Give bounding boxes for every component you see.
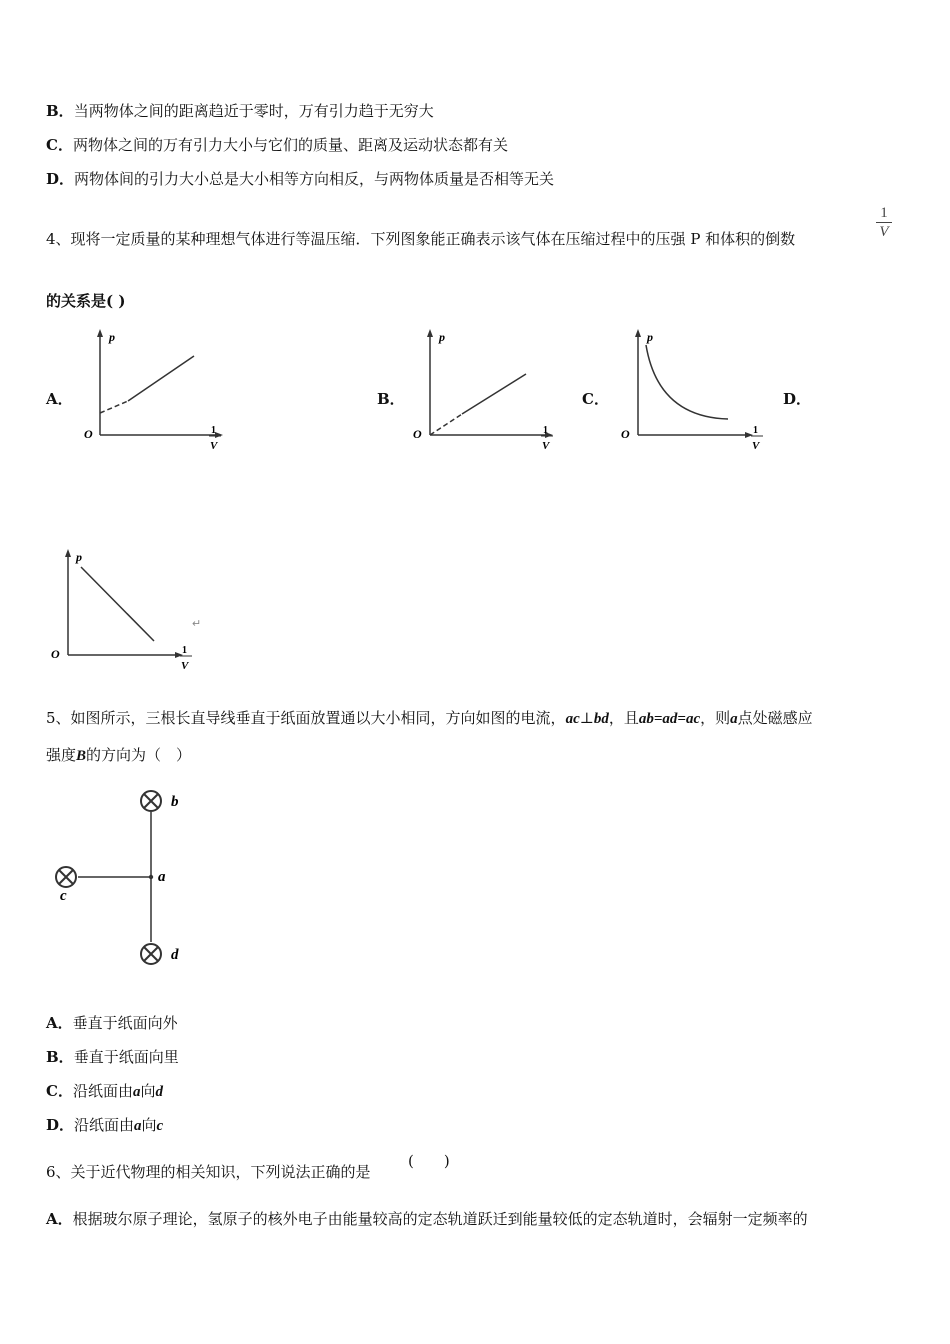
option-label: C．	[46, 136, 73, 154]
option-text: 当两物体之间的距离趋近于零时，万有引力趋于无穷大	[73, 102, 434, 120]
q3-option-c	[46, 135, 508, 155]
q5-option-a	[46, 1013, 178, 1033]
option-label: D．	[46, 1116, 75, 1134]
axis-origin-label: O	[413, 427, 422, 441]
label-d: d	[171, 947, 179, 963]
option-label: A．	[46, 1014, 73, 1032]
q4-stem-end-text: 的关系是( )	[46, 292, 126, 310]
q5-cond2: bd	[593, 711, 609, 727]
q5-option-d	[46, 1115, 163, 1136]
q3-option-b	[46, 101, 434, 121]
return-mark: ↵	[192, 618, 202, 630]
q5-line2-post: 的方向为（ ）	[86, 746, 192, 764]
axis-p-label: p	[109, 330, 115, 344]
option-text: 向	[141, 1116, 157, 1134]
option-text: 两物体间的引力大小总是大小相等方向相反，与两物体质量是否相等无关	[74, 170, 555, 188]
axis-p-label: p	[439, 330, 445, 344]
q4-stem-text: 4、现将一定质量的某种理想气体进行等温压缩．下列图象能正确表示该气体在压缩过程中的压强 P 和体积的倒数	[46, 230, 796, 248]
frac-denominator: V	[879, 224, 889, 240]
q4-fraction	[876, 204, 892, 241]
q5-stem-post: 点处磁感应	[737, 709, 813, 727]
wire-d-into-page-icon	[141, 944, 161, 964]
q5-cond1: ac	[565, 711, 580, 727]
graph-d	[48, 545, 208, 677]
wire-b-into-page-icon	[141, 791, 161, 811]
option-text: 根据玻尔原子理论，氢原子的核外电子由能量较高的定态轨道跃迁到能量较低的定态轨道时，会辐射一定频率的	[72, 1210, 808, 1228]
wire-diagram	[48, 782, 208, 982]
option-var-a: a	[132, 1084, 141, 1100]
q5-perp: ⊥	[579, 709, 594, 727]
option-label: B．	[46, 102, 74, 120]
option-text: 垂直于纸面向里	[73, 1048, 179, 1066]
option-var-d: d	[155, 1084, 163, 1100]
axis-x-num: 1	[543, 425, 548, 436]
axis-x-den: V	[181, 660, 189, 672]
q5-option-b	[46, 1047, 179, 1067]
label-b: b	[171, 794, 179, 810]
q4-option-a-label: A．	[46, 390, 73, 408]
q4-option-d-label: D．	[783, 390, 812, 408]
option-var-c: c	[156, 1118, 164, 1134]
axis-x-num: 1	[753, 425, 758, 436]
q6-option-a	[46, 1209, 808, 1229]
axis-p-label: p	[76, 550, 82, 564]
option-label: D．	[46, 170, 75, 188]
option-var-a: a	[134, 1118, 142, 1134]
q6-answer-paren: ( )	[408, 1152, 450, 1170]
graph-a	[80, 325, 230, 455]
axis-x-num: 1	[182, 645, 187, 656]
axis-x-num: 1	[211, 425, 216, 436]
q5-stem-pre: 5、如图所示，三根长直导线垂直于纸面放置通以大小相同，方向如图的电流，	[46, 709, 566, 727]
axis-x-den: V	[210, 440, 218, 452]
option-label: A．	[46, 1210, 73, 1228]
q5-point: a	[730, 711, 738, 727]
label-c: c	[60, 888, 67, 904]
option-text: 沿纸面由	[74, 1116, 135, 1134]
q5-stem-line2	[46, 745, 191, 766]
option-text: 垂直于纸面向外	[72, 1014, 178, 1032]
q3-option-d	[46, 169, 554, 189]
option-text: 两物体之间的万有引力大小与它们的质量、距离及运动状态都有关	[72, 136, 508, 154]
q5-option-c	[46, 1081, 163, 1102]
frac-numerator: 1	[876, 204, 892, 223]
q4-option-c-label: C．	[582, 390, 609, 408]
option-label: B．	[46, 1048, 74, 1066]
axis-origin-label: O	[621, 427, 630, 441]
q6-stem-text: 6、关于近代物理的相关知识，下列说法正确的是	[46, 1163, 371, 1181]
option-text: 沿纸面由	[72, 1082, 133, 1100]
q5-and: ，且	[608, 709, 639, 727]
axis-origin-label: O	[51, 647, 60, 661]
q5-stem	[46, 708, 813, 729]
q4-stem-end	[46, 291, 125, 311]
axis-origin-label: O	[84, 427, 93, 441]
graph-c	[618, 325, 768, 455]
q5-cond3: ab=ad=ac	[638, 711, 701, 727]
q5-then: ，则	[700, 709, 731, 727]
axis-x-den: V	[542, 440, 550, 452]
q5-line2-pre: 强度	[46, 746, 77, 764]
q4-stem	[46, 229, 795, 249]
q5-line2-b: B	[76, 748, 87, 764]
label-a: a	[158, 869, 166, 885]
wire-c-into-page-icon	[56, 867, 76, 887]
axis-p-label: p	[647, 330, 653, 344]
graph-b	[410, 325, 560, 455]
option-label: C．	[46, 1082, 73, 1100]
q6-stem	[46, 1162, 371, 1182]
axis-x-den: V	[752, 440, 760, 452]
option-text: 向	[140, 1082, 156, 1100]
q4-option-b-label: B．	[377, 390, 405, 408]
